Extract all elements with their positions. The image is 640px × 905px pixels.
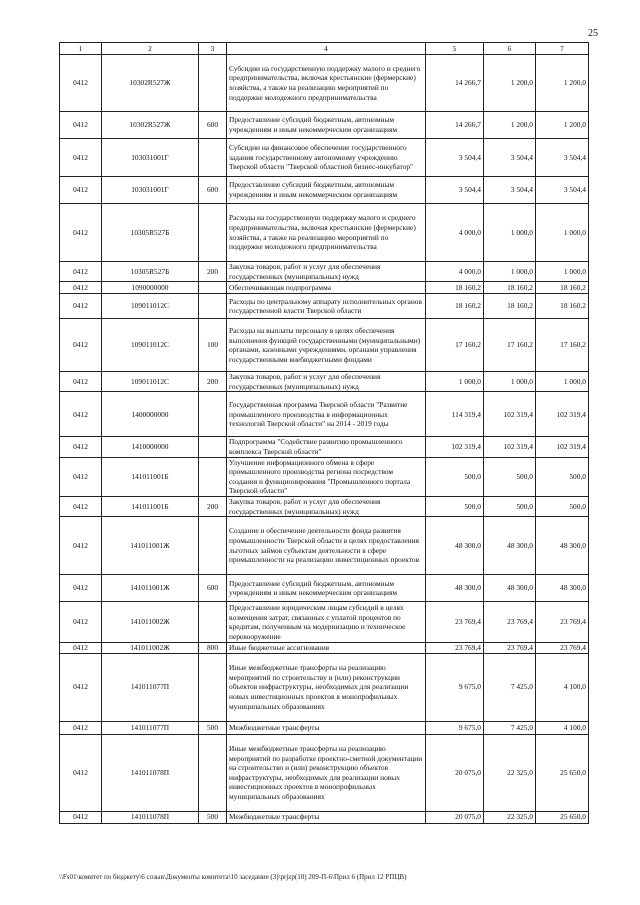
cell-type [199, 392, 227, 437]
cell-type: 500 [199, 721, 227, 734]
cell-v1: 114 319,4 [426, 392, 484, 437]
cell-v3: 1 000,0 [536, 204, 589, 262]
table-row [60, 643, 589, 654]
cell-v3: 102 319,4 [536, 392, 589, 437]
cell-section: 0412 [60, 721, 102, 734]
cell-v1: 18 160,2 [426, 282, 484, 294]
cell-name: Межбюджетные трансферты [227, 721, 426, 734]
header-row [60, 43, 589, 55]
cell-v2: 3 504,4 [484, 139, 536, 177]
table-row [60, 177, 589, 204]
cell-name: Обеспечивающая подпрограмма [227, 282, 426, 294]
table-row [60, 112, 589, 139]
table-row [60, 734, 589, 811]
table-row [60, 721, 589, 734]
cell-v3: 18 160,2 [536, 294, 589, 319]
cell-name: Подпрограмма "Содействие развитию промышленного комплекса Тверской области" [227, 437, 426, 457]
cell-name: Государственная программа Тверской области "Развитие промышленного производства в информационных технологий Тверской области" на 2014 - 2019 годы [227, 392, 426, 437]
cell-v2: 23 769,4 [484, 602, 536, 643]
cell-name: Предоставление субсидий бюджетным, автономным учреждениям и иным некоммерческим организациям [227, 112, 426, 139]
cell-section: 0412 [60, 262, 102, 282]
cell-code: 1410000000 [102, 437, 199, 457]
cell-v2: 500,0 [484, 496, 536, 516]
table-row [60, 457, 589, 496]
cell-v2: 18 160,2 [484, 294, 536, 319]
cell-v2: 102 319,4 [484, 437, 536, 457]
table-row [60, 496, 589, 516]
cell-v2: 23 769,4 [484, 643, 536, 654]
cell-v3: 25 650,0 [536, 734, 589, 811]
cell-v1: 500,0 [426, 457, 484, 496]
cell-type [199, 282, 227, 294]
cell-name: Предоставление юридическим лицам субсидий в целях возмещения затрат, связанных с уплатой процентов по кредитам, полученным на модернизацию и техническое перевооружение [227, 602, 426, 643]
cell-v3: 17 160,2 [536, 319, 589, 372]
cell-code: 141011001Б [102, 457, 199, 496]
cell-name: Иные бюджетные ассигнования [227, 643, 426, 654]
cell-section: 0412 [60, 602, 102, 643]
cell-code: 141011078П [102, 811, 199, 823]
cell-v3: 1 200,0 [536, 112, 589, 139]
cell-type: 200 [199, 262, 227, 282]
cell-v3: 18 160,2 [536, 282, 589, 294]
cell-v3: 1 200,0 [536, 55, 589, 112]
column-header: 7 [536, 43, 589, 55]
cell-v3: 1 000,0 [536, 372, 589, 392]
cell-type [199, 517, 227, 575]
cell-v2: 1 200,0 [484, 112, 536, 139]
table-row [60, 262, 589, 282]
cell-v1: 18 160,2 [426, 294, 484, 319]
cell-v3: 1 000,0 [536, 262, 589, 282]
cell-code: 141011001Б [102, 496, 199, 516]
table-row [60, 811, 589, 823]
cell-type: 600 [199, 112, 227, 139]
cell-name: Межбюджетные трансферты [227, 811, 426, 823]
cell-section: 0412 [60, 653, 102, 721]
table-row [60, 517, 589, 575]
cell-type [199, 457, 227, 496]
cell-v3: 102 319,4 [536, 437, 589, 457]
cell-v2: 7 425,0 [484, 721, 536, 734]
cell-section: 0412 [60, 139, 102, 177]
cell-type [199, 653, 227, 721]
cell-code: 109011012С [102, 294, 199, 319]
cell-v3: 4 100,0 [536, 653, 589, 721]
cell-v3: 23 769,4 [536, 602, 589, 643]
cell-v1: 23 769,4 [426, 602, 484, 643]
cell-type [199, 294, 227, 319]
page-number: 25 [588, 28, 598, 39]
cell-v2: 22 325,0 [484, 734, 536, 811]
column-header: 1 [60, 43, 102, 55]
cell-type [199, 602, 227, 643]
cell-v2: 1 000,0 [484, 262, 536, 282]
cell-v1: 14 266,7 [426, 112, 484, 139]
file-path-footer: \\Fs01\комитет по бюджету\6 созыв\Документы комитета\10 заседание (3)\prjzp(10) 209-П-6\Прил 6 (Прил 12 РПЦВ) [59, 873, 407, 881]
table-row [60, 139, 589, 177]
table-row [60, 602, 589, 643]
cell-v2: 18 160,2 [484, 282, 536, 294]
cell-v1: 9 675,0 [426, 653, 484, 721]
cell-type: 200 [199, 496, 227, 516]
cell-v3: 3 504,4 [536, 177, 589, 204]
cell-v1: 3 504,4 [426, 177, 484, 204]
cell-v1: 102 319,4 [426, 437, 484, 457]
cell-v2: 1 000,0 [484, 372, 536, 392]
cell-name: Расходы на государственную поддержку малого и среднего предпринимательства, включая крестьянские (фермерские) хозяйства, а также на реализацию мероприятий по поддержке молодежного предпринимательства [227, 204, 426, 262]
cell-code: 141011002Ж [102, 602, 199, 643]
cell-code: 141011077П [102, 653, 199, 721]
cell-name: Создание и обеспечение деятельности фонда развития промышленности Тверской области в целях предоставления льготных займов субъектам деятельности в сфере промышленности на реализацию инвестиционных проектов [227, 517, 426, 575]
cell-v2: 1 200,0 [484, 55, 536, 112]
cell-v1: 500,0 [426, 496, 484, 516]
table-row [60, 653, 589, 721]
cell-code: 109011012С [102, 372, 199, 392]
cell-v1: 3 504,4 [426, 139, 484, 177]
cell-section: 0412 [60, 294, 102, 319]
cell-type: 100 [199, 319, 227, 372]
cell-v3: 25 650,0 [536, 811, 589, 823]
cell-v2: 48 300,0 [484, 517, 536, 575]
cell-name: Субсидии на финансовое обеспечение государственного задания государственному автономному учреждению Тверской области "Тверской областной бизнес-инкубатор" [227, 139, 426, 177]
cell-name: Иные межбюджетные трансферты на реализацию мероприятий по разработке проектно-сметной документации на строительство и (или) реконструкцию объектов инфраструктуры, необходимых для реализации новых инвестиционных проектов в монопрофильных муниципальных образованиях [227, 734, 426, 811]
column-header: 3 [199, 43, 227, 55]
cell-v1: 23 769,4 [426, 643, 484, 654]
cell-name: Субсидии на государственную поддержку малого и среднего предпринимательства, включая крестьянские (фермерские) хозяйства, а также на реализацию мероприятий по поддержке молодежного предпринимательства [227, 55, 426, 112]
cell-v2: 3 504,4 [484, 177, 536, 204]
cell-v1: 20 075,0 [426, 811, 484, 823]
table-row [60, 372, 589, 392]
table-row [60, 319, 589, 372]
cell-section: 0412 [60, 643, 102, 654]
cell-code: 10305R527Б [102, 262, 199, 282]
cell-name: Закупка товаров, работ и услуг для обеспечения государственных (муниципальных) нужд [227, 262, 426, 282]
table-row [60, 55, 589, 112]
cell-type: 600 [199, 177, 227, 204]
cell-code: 141011078П [102, 734, 199, 811]
cell-code: 10302R527Ж [102, 55, 199, 112]
cell-code: 141011077П [102, 721, 199, 734]
cell-v2: 500,0 [484, 457, 536, 496]
cell-section: 0412 [60, 811, 102, 823]
cell-type [199, 55, 227, 112]
column-header: 2 [102, 43, 199, 55]
cell-v2: 102 319,4 [484, 392, 536, 437]
cell-name: Расходы по центральному аппарату исполнительных органов государственной власти Тверской области [227, 294, 426, 319]
cell-section: 0412 [60, 112, 102, 139]
cell-v2: 48 300,0 [484, 575, 536, 602]
table-row [60, 392, 589, 437]
table-row [60, 437, 589, 457]
cell-section: 0412 [60, 319, 102, 372]
cell-section: 0412 [60, 372, 102, 392]
cell-section: 0412 [60, 437, 102, 457]
cell-section: 0412 [60, 496, 102, 516]
cell-v3: 500,0 [536, 496, 589, 516]
cell-type [199, 437, 227, 457]
cell-v3: 3 504,4 [536, 139, 589, 177]
cell-v1: 4 000,0 [426, 262, 484, 282]
cell-code: 1400000000 [102, 392, 199, 437]
table-row [60, 204, 589, 262]
cell-v1: 1 000,0 [426, 372, 484, 392]
cell-section: 0412 [60, 55, 102, 112]
cell-type: 800 [199, 643, 227, 654]
cell-name: Предоставление субсидий бюджетным, автономным учреждениям и иным некоммерческим организациям [227, 177, 426, 204]
column-header: 5 [426, 43, 484, 55]
cell-type: 600 [199, 575, 227, 602]
cell-code: 10302R527Ж [102, 112, 199, 139]
cell-v1: 4 000,0 [426, 204, 484, 262]
column-header: 4 [227, 43, 426, 55]
cell-type [199, 139, 227, 177]
cell-code: 141011001Ж [102, 517, 199, 575]
cell-section: 0412 [60, 575, 102, 602]
budget-table [59, 42, 589, 824]
cell-section: 0412 [60, 457, 102, 496]
cell-name: Закупка товаров, работ и услуг для обеспечения государственных (муниципальных) нужд [227, 496, 426, 516]
cell-v1: 48 300,0 [426, 517, 484, 575]
cell-type [199, 204, 227, 262]
table-row [60, 282, 589, 294]
cell-v2: 17 160,2 [484, 319, 536, 372]
cell-name: Закупка товаров, работ и услуг для обеспечения государственных (муниципальных) нужд [227, 372, 426, 392]
cell-section: 0412 [60, 392, 102, 437]
cell-type: 500 [199, 811, 227, 823]
cell-code: 10305R527Б [102, 204, 199, 262]
cell-v1: 17 160,2 [426, 319, 484, 372]
cell-section: 0412 [60, 177, 102, 204]
cell-section: 0412 [60, 204, 102, 262]
cell-section: 0412 [60, 734, 102, 811]
table-row [60, 294, 589, 319]
cell-name: Расходы на выплаты персоналу в целях обеспечения выполнения функций государственными (муниципальными) органами, казенными учреждениями, органами управления государственными внебюджетными фондами [227, 319, 426, 372]
cell-type: 200 [199, 372, 227, 392]
cell-v3: 48 300,0 [536, 575, 589, 602]
cell-type [199, 734, 227, 811]
cell-v2: 7 425,0 [484, 653, 536, 721]
cell-code: 141011001Ж [102, 575, 199, 602]
cell-code: 103031001Г [102, 177, 199, 204]
cell-name: Иные межбюджетные трансферты на реализацию мероприятий по строительству и (или) реконструкции объектов инфраструктуры, необходимых для реализации новых инвестиционных проектов в монопрофильных муниципальных образованиях [227, 653, 426, 721]
cell-v3: 48 300,0 [536, 517, 589, 575]
cell-v3: 23 769,4 [536, 643, 589, 654]
cell-code: 103031001Г [102, 139, 199, 177]
cell-name: Предоставление субсидий бюджетным, автономным учреждениям и иным некоммерческим организациям [227, 575, 426, 602]
cell-v1: 48 300,0 [426, 575, 484, 602]
column-header: 6 [484, 43, 536, 55]
cell-v2: 1 000,0 [484, 204, 536, 262]
cell-v3: 4 100,0 [536, 721, 589, 734]
cell-v2: 22 325,0 [484, 811, 536, 823]
cell-section: 0412 [60, 517, 102, 575]
cell-code: 109011012С [102, 319, 199, 372]
cell-v1: 20 075,0 [426, 734, 484, 811]
table-row [60, 575, 589, 602]
cell-v1: 9 675,0 [426, 721, 484, 734]
cell-section: 0412 [60, 282, 102, 294]
cell-v3: 500,0 [536, 457, 589, 496]
cell-v1: 14 266,7 [426, 55, 484, 112]
cell-name: Улучшение информационного обмена в сфере промышленного производства региона посредством создания и функционирования "Промышленного портала Тверской области" [227, 457, 426, 496]
cell-code: 1090000000 [102, 282, 199, 294]
cell-code: 141011002Ж [102, 643, 199, 654]
